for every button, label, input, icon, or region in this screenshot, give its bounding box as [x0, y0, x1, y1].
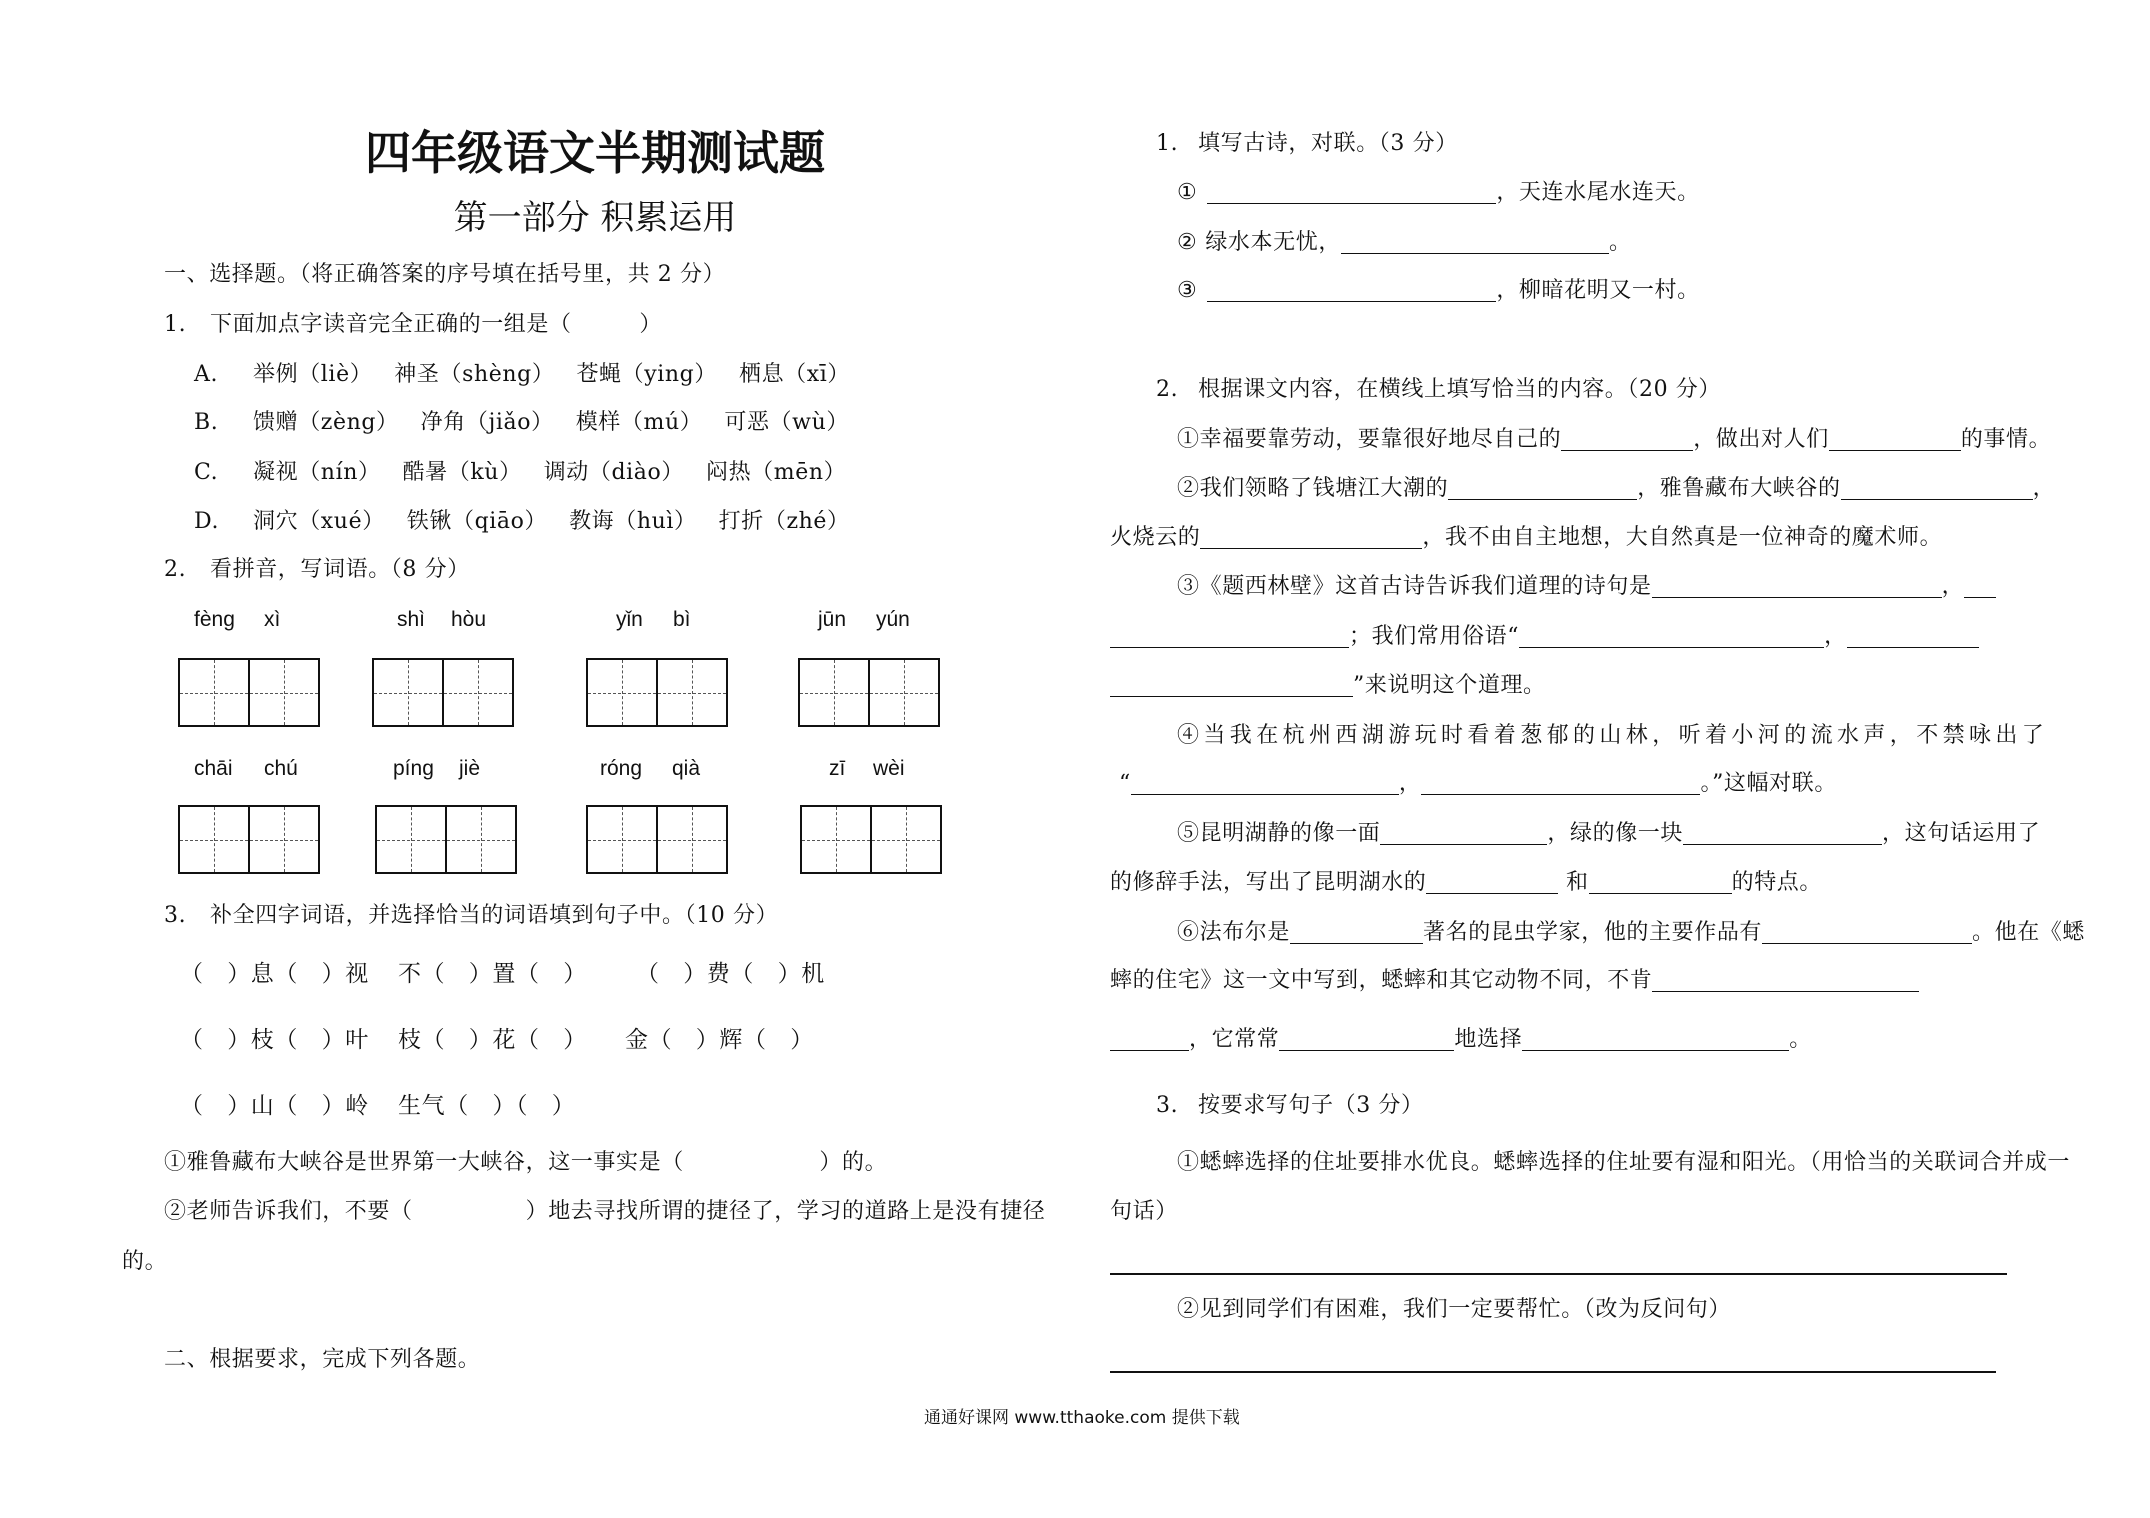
answer-blank: [1561, 430, 1693, 451]
answer-blank: [1448, 479, 1637, 500]
pinyin-syllable: bì: [673, 608, 691, 631]
sentence-task: ①蟋蟀选择的住址要排水优良。蟋蟀选择的住址要有湿和阳光。（用恰当的关联词合并成一: [1177, 1150, 2071, 1175]
fill-line: [1110, 523, 1942, 553]
character-cell: [248, 807, 318, 872]
character-cell: [868, 660, 938, 725]
option-word: 酷暑（kù）: [402, 460, 522, 485]
character-cell: [248, 660, 318, 725]
fill-text: ，这句话运用了: [1882, 821, 2041, 846]
answer-blank: [1110, 627, 1349, 648]
idiom-blank: （ ）山（ ）岭: [180, 1093, 369, 1119]
pinyin-syllable: fèng: [194, 608, 235, 631]
character-cell: [180, 660, 248, 725]
question-text: 按要求写句子（3 分）: [1198, 1093, 1424, 1118]
character-cell: [377, 807, 445, 872]
option-word: 苍蝇（ying）: [576, 362, 717, 387]
answer-blank: [1589, 873, 1732, 894]
answer-line: [1110, 1371, 1996, 1373]
answer-blank: [1522, 1030, 1789, 1051]
fill-line: [1110, 868, 1822, 898]
tianzige-box: [372, 658, 514, 727]
pinyin-syllable: shì: [397, 608, 426, 631]
fill-line: [1177, 474, 2055, 504]
pinyin-syllable: zī: [829, 757, 846, 780]
fill-text: 地选择: [1454, 1027, 1523, 1052]
question-number: 1.: [1156, 131, 1179, 156]
fill-line: [1110, 1025, 1812, 1055]
fill-line: [1110, 966, 1919, 996]
fill-text: 火烧云的: [1110, 525, 1201, 550]
circled-number: ③: [1177, 278, 1198, 303]
idiom-blank: 生气（ ）（ ）: [398, 1093, 576, 1119]
pinyin-syllable: chú: [264, 757, 298, 780]
idiom-blank: （ ）息（ ）视: [180, 961, 369, 987]
option-label: B.: [194, 410, 219, 435]
pinyin-syllable: hòu: [451, 608, 487, 631]
answer-blank: [1131, 774, 1399, 795]
pinyin-syllable: xì: [264, 608, 281, 631]
option-c: [194, 458, 868, 488]
pinyin-syllable: jiè: [459, 757, 481, 780]
option-word: 神圣（shèng）: [394, 362, 555, 387]
fill-text: ，: [1941, 574, 1965, 599]
answer-blank: [1279, 1030, 1454, 1051]
fill-line: [1110, 622, 1979, 652]
poem-line: [1177, 276, 1700, 306]
answer-blank: [1652, 971, 1919, 992]
circled-number: ②: [1177, 230, 1198, 255]
poem-text: ，天连水尾水连天。: [1496, 180, 1700, 205]
answer-blank: [1207, 183, 1496, 204]
pinyin-syllable: píng: [393, 757, 434, 780]
fill-text: 。他在《蟋: [1972, 920, 2086, 945]
option-word: 模样（mú）: [575, 410, 703, 435]
tianzige-box: [586, 805, 728, 874]
answer-blank: [1964, 577, 1996, 598]
option-d: [194, 507, 872, 537]
fill-text: ”来说明这个道理。: [1353, 673, 1546, 698]
answer-blank: [1290, 923, 1423, 944]
question-2: [164, 555, 470, 585]
pinyin-syllable: róng: [600, 757, 643, 780]
answer-blank: [1341, 233, 1609, 254]
character-cell: [656, 660, 726, 725]
fill-text: ，: [2032, 476, 2056, 501]
fill-text: 。”这幅对联。: [1700, 771, 1837, 796]
section-heading-requirements: 二、根据要求，完成下列各题。: [164, 1347, 481, 1372]
fill-line: [1177, 918, 2085, 948]
fill-line: [1177, 721, 2048, 751]
poem-text: 。: [1608, 230, 1632, 255]
question-number: 1.: [164, 312, 187, 337]
fill-sentence-continued: 的。: [122, 1249, 168, 1274]
answer-blank: [1110, 1030, 1189, 1051]
question-sentences: [1156, 1091, 1424, 1121]
tianzige-box: [800, 805, 942, 874]
answer-blank: [1683, 824, 1882, 845]
fill-line: [1177, 572, 1996, 602]
option-word: 洞穴（xué）: [253, 509, 385, 534]
fill-sentence: ②老师告诉我们，不要（ ）地去寻找所谓的捷径了，学习的道路上是没有捷径: [164, 1199, 1046, 1224]
idiom-blank: （ ）枝（ ）叶: [180, 1027, 369, 1053]
pinyin-syllable: qià: [672, 757, 701, 780]
question-1: [164, 310, 662, 340]
option-word: 凝视（nín）: [253, 460, 381, 485]
question-text: 看拼音，写词语。（8 分）: [210, 557, 470, 582]
answer-blank: [1200, 528, 1422, 549]
option-label: C.: [194, 460, 219, 485]
section-heading-choice: 一、选择题。（将正确答案的序号填在括号里，共 2 分）: [164, 262, 726, 287]
tianzige-box: [178, 805, 320, 874]
option-label: D.: [194, 509, 220, 534]
fill-line: [1177, 425, 2051, 455]
fill-text: ④当我在杭州西湖游玩时看着葱郁的山林，听着小河的流水声，不禁咏出了: [1177, 723, 2049, 748]
tianzige-box: [586, 658, 728, 727]
fill-text: ，做出对人们: [1693, 427, 1829, 452]
tianzige-box: [178, 658, 320, 727]
answer-line: [1110, 1273, 2007, 1275]
option-word: 铁锹（qiāo）: [406, 509, 548, 534]
option-word: 教诲（huì）: [569, 509, 697, 534]
part-title: 第一部分 积累运用: [453, 198, 737, 238]
poem-line: [1177, 228, 1632, 258]
fill-text: “: [1119, 771, 1131, 796]
character-cell: [445, 807, 515, 872]
question-text: 下面加点字读音完全正确的一组是（ ）: [210, 312, 663, 337]
poem-text: 绿水本无忧，: [1205, 230, 1341, 255]
tianzige-box: [375, 805, 517, 874]
fill-text: 的特点。: [1731, 870, 1823, 895]
answer-blank: [1380, 824, 1547, 845]
answer-blank: [1847, 627, 1979, 648]
option-a: [194, 360, 872, 390]
option-word: 调动（diào）: [543, 460, 684, 485]
question-text-content: [1156, 375, 1721, 405]
fill-text: 和: [1558, 870, 1589, 895]
poem-text: ，柳暗花明又一村。: [1496, 278, 1700, 303]
character-cell: [802, 807, 870, 872]
fill-line: [1177, 819, 2040, 849]
fill-text: ，它常常: [1189, 1027, 1280, 1052]
sentence-task-continued: 句话）: [1110, 1199, 1178, 1224]
question-number: 2.: [164, 557, 187, 582]
option-word: 打折（zhé）: [718, 509, 850, 534]
answer-blank: [1426, 873, 1558, 894]
option-word: 栖息（xī）: [738, 362, 851, 387]
fill-text: ，雅鲁藏布大峡谷的: [1637, 476, 1841, 501]
poem-line: [1177, 178, 1700, 208]
question-number: 3.: [164, 903, 187, 928]
question-3: [164, 901, 778, 931]
tianzige-box: [798, 658, 940, 727]
fill-text: ；我们常用俗语“: [1349, 624, 1520, 649]
option-word: 馈赠（zèng）: [253, 410, 399, 435]
option-word: 可恶（wù）: [724, 410, 849, 435]
idiom-blank: 不（ ）置（ ）: [398, 961, 587, 987]
fill-text: 蟀的住宅》这一文中写到，蟋蟀和其它动物不同，不肯: [1110, 968, 1653, 993]
pinyin-syllable: chāi: [194, 757, 233, 780]
answer-blank: [1207, 281, 1496, 302]
idiom-blank: （ ）费（ ）机: [636, 961, 825, 987]
pinyin-syllable: jūn: [818, 608, 847, 631]
option-word: 闷热（mēn）: [705, 460, 847, 485]
circled-number: ①: [1177, 180, 1198, 205]
question-text: 补全四字词语，并选择恰当的词语填到句子中。（10 分）: [210, 903, 779, 928]
answer-blank: [1519, 627, 1824, 648]
option-label: A.: [194, 362, 219, 387]
answer-blank: [1110, 676, 1353, 697]
fill-line: [1119, 769, 1837, 799]
character-cell: [800, 660, 868, 725]
answer-blank: [1762, 923, 1972, 944]
fill-text: 。: [1789, 1027, 1812, 1052]
character-cell: [180, 807, 248, 872]
pinyin-syllable: wèi: [873, 757, 905, 780]
answer-blank: [1829, 430, 1961, 451]
fill-text: ⑥法布尔是: [1177, 920, 1291, 945]
fill-text: ①幸福要靠劳动，要靠很好地尽自己的: [1177, 427, 1562, 452]
idiom-blank: 枝（ ）花（ ）: [398, 1027, 587, 1053]
sentence-task: ②见到同学们有困难，我们一定要帮忙。（改为反问句）: [1177, 1297, 1732, 1322]
fill-text: ②我们领略了钱塘江大潮的: [1177, 476, 1449, 501]
character-cell: [870, 807, 940, 872]
question-number: 2.: [1156, 377, 1179, 402]
pinyin-syllable: yún: [876, 608, 910, 631]
fill-text: ，: [1398, 771, 1422, 796]
fill-line: [1110, 671, 1546, 701]
answer-blank: [1421, 774, 1700, 795]
question-text: 填写古诗，对联。（3 分）: [1198, 131, 1458, 156]
fill-text: ③《题西林壁》这首古诗告诉我们道理的诗句是: [1177, 574, 1652, 599]
pinyin-syllable: yǐn: [616, 608, 643, 631]
fill-text: ，: [1824, 624, 1847, 649]
question-poem: [1156, 129, 1458, 159]
character-cell: [442, 660, 512, 725]
option-b: [194, 408, 871, 438]
character-cell: [656, 807, 726, 872]
answer-blank: [1841, 479, 2033, 500]
fill-text: 的事情。: [1960, 427, 2052, 452]
option-word: 净角（jiǎo）: [420, 410, 554, 435]
idiom-blank: 金（ ）辉（ ）: [625, 1027, 814, 1053]
character-cell: [374, 660, 442, 725]
question-text: 根据课文内容，在横线上填写恰当的内容。（20 分）: [1198, 377, 1721, 402]
answer-blank: [1652, 577, 1942, 598]
exam-title: 四年级语文半期测试题: [365, 126, 825, 180]
fill-text: ，绿的像一块: [1547, 821, 1684, 846]
footer-source: 通通好课网 www.tthaoke.com 提供下载: [924, 1408, 1240, 1428]
fill-text: 著名的昆虫学家，他的主要作品有: [1423, 920, 1763, 945]
option-word: 举例（liè）: [253, 362, 373, 387]
fill-text: ，我不由自主地想，大自然真是一位神奇的魔术师。: [1422, 525, 1943, 550]
fill-sentence: ①雅鲁藏布大峡谷是世界第一大峡谷，这一事实是（ ）的。: [164, 1150, 888, 1175]
character-cell: [588, 807, 656, 872]
question-number: 3.: [1156, 1093, 1179, 1118]
character-cell: [588, 660, 656, 725]
fill-text: ⑤昆明湖静的像一面: [1177, 821, 1381, 846]
right-column: [1075, 0, 2150, 1518]
fill-text: 的修辞手法，写出了昆明湖水的: [1110, 870, 1427, 895]
